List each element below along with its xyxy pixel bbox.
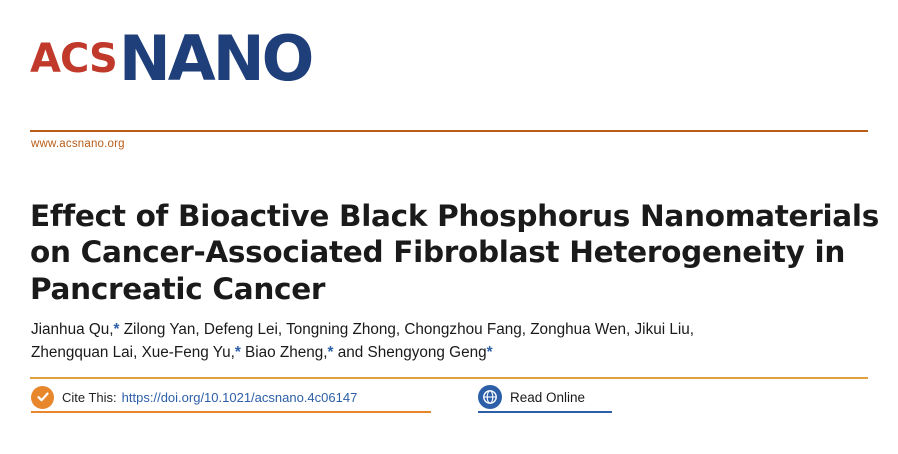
cite-this-block[interactable]	[31, 383, 357, 411]
read-online-label: Read Online	[510, 389, 586, 405]
cite-this-label: Cite This:	[62, 389, 117, 405]
nano-logo-text: NANO	[118, 22, 312, 95]
journal-masthead	[30, 22, 312, 100]
masthead-divider	[30, 130, 868, 132]
cite-underline	[31, 411, 431, 413]
cite-doi-link[interactable]: https://doi.org/10.1021/acsnano.4c06147	[121, 389, 358, 405]
journal-site-url[interactable]: www.acsnano.org	[31, 138, 125, 150]
author-line-2: Zhengquan Lai, Xue-Feng Yu,* Biao Zheng,* and Shengyong Geng*	[31, 344, 493, 362]
footer-divider	[30, 377, 868, 379]
page-title: Effect of Bioactive Black Phosphorus Nanomaterials on Cancer-Associated Fibroblast Heterogeneity in Pancreatic Cancer	[30, 198, 879, 306]
read-online-underline	[478, 411, 612, 413]
acs-logo-text: ACS	[30, 36, 117, 82]
read-online-button[interactable]	[478, 383, 585, 411]
check-circle-icon	[31, 386, 54, 409]
author-list	[31, 318, 876, 365]
globe-icon	[478, 385, 502, 409]
author-line-1: Jianhua Qu,* Zilong Yan, Defeng Lei, Tongning Zhong, Chongzhou Fang, Zonghua Wen, Jikui Liu,	[31, 321, 695, 338]
